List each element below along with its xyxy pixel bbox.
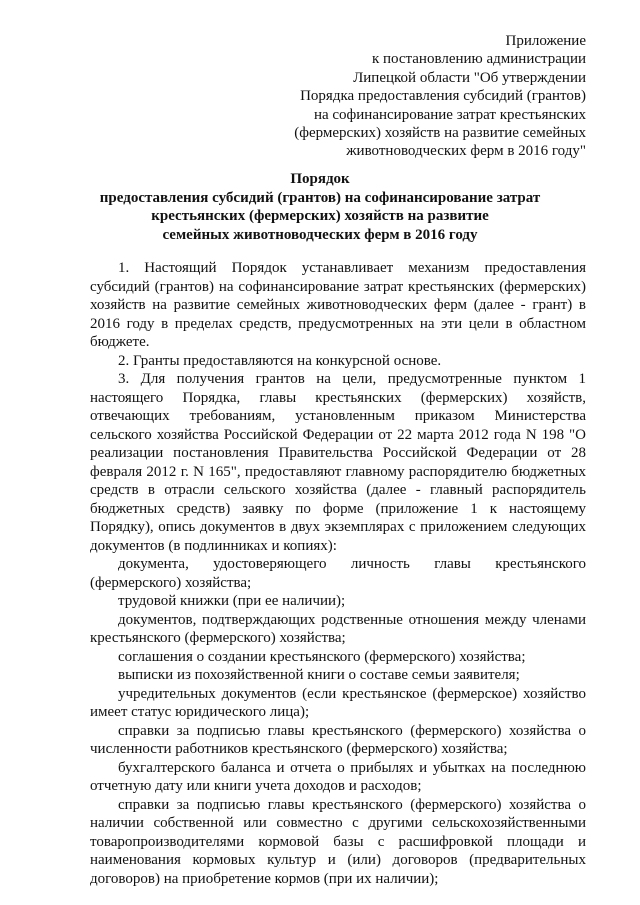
appendix-line: животноводческих ферм в 2016 году" [346, 143, 586, 160]
title-line: Порядок [290, 171, 350, 187]
title-line: семейных животноводческих ферм в 2016 году [162, 226, 478, 243]
list-item: трудовой книжки (при ее наличии); [118, 593, 346, 609]
appendix-line: Приложение [505, 33, 586, 49]
document-title [60, 170, 580, 244]
title-line: предоставления субсидий (грантов) на софинансирование затрат [99, 189, 541, 206]
list-item: справки за подписью главы крестьянского (фермерского) хозяйства о наличии собственной или совместно с другими сельскохозяйственными товаропроизводителями кормовой базы с расшифровкой площади и наименования кормовых культур и (или) договоров (предварительных договоров) на приобретение кормов (при их наличии); [90, 796, 586, 887]
list-item: выписки из похозяйственной книги о составе семьи заявителя; [118, 667, 520, 683]
list-item: документа, удостоверяющего личность главы крестьянского (фермерского) хозяйства; [90, 556, 586, 591]
document-body [90, 259, 586, 888]
list-item: справки за подписью главы крестьянского (фермерского) хозяйства о численности работников крестьянского (фермерского) хозяйства; [90, 722, 586, 757]
paragraph-1: 1. Настоящий Порядок устанавливает механизм предоставления субсидий (грантов) на софинансирование затрат крестьянских (фермерских) хозяйств на развитие семейных животноводческих ферм (далее - грант) в 2016 году в пределах средств, предусмотренных на эти цели в областном бюджете. [90, 260, 586, 350]
appendix-line: к постановлению администрации [371, 51, 586, 68]
appendix-line: (фермерских) хозяйств на развитие семейных [294, 125, 586, 142]
appendix-line: Порядка предоставления субсидий (грантов) [300, 88, 586, 105]
list-item: бухгалтерского баланса и отчета о прибылях и убытках на последнюю отчетную дату или книги учета доходов и расходов; [90, 759, 586, 794]
paragraph-2: 2. Гранты предоставляются на конкурсной основе. [118, 352, 442, 369]
list-item: учредительных документов (если крестьянское (фермерское) хозяйство имеет статус юридического лица); [90, 685, 586, 720]
appendix-header [246, 32, 586, 161]
appendix-line: Липецкой области "Об утверждении [353, 69, 586, 86]
paragraph-3: 3. Для получения грантов на цели, предусмотренные пунктом 1 настоящего Порядка, главы крестьянских (фермерских) хозяйств, отвечающих требованиям, установленным приказом Министерства сельского хозяйства Российской Федерации от 22 марта 2012 года N 198 "О реализации постановления Правительства Российской Федерации от 28 февраля 2012 г. N 165", предоставляют главному распорядителю бюджетных средств в отрасли сельского хозяйства (далее - главный распорядитель бюджетных средств) заявку по форме (приложение 1 к настоящему Порядку), опись документов в двух экземплярах с приложением следующих документов (в подлинниках и копиях): [90, 371, 586, 554]
list-item: документов, подтверждающих родственные отношения между членами крестьянского (фермерского) хозяйства; [90, 611, 586, 646]
title-line: крестьянских (фермерских) хозяйств на развитие [151, 208, 489, 224]
appendix-line: на софинансирование затрат крестьянских [313, 106, 586, 123]
list-item: соглашения о создании крестьянского (фермерского) хозяйства; [118, 648, 526, 665]
